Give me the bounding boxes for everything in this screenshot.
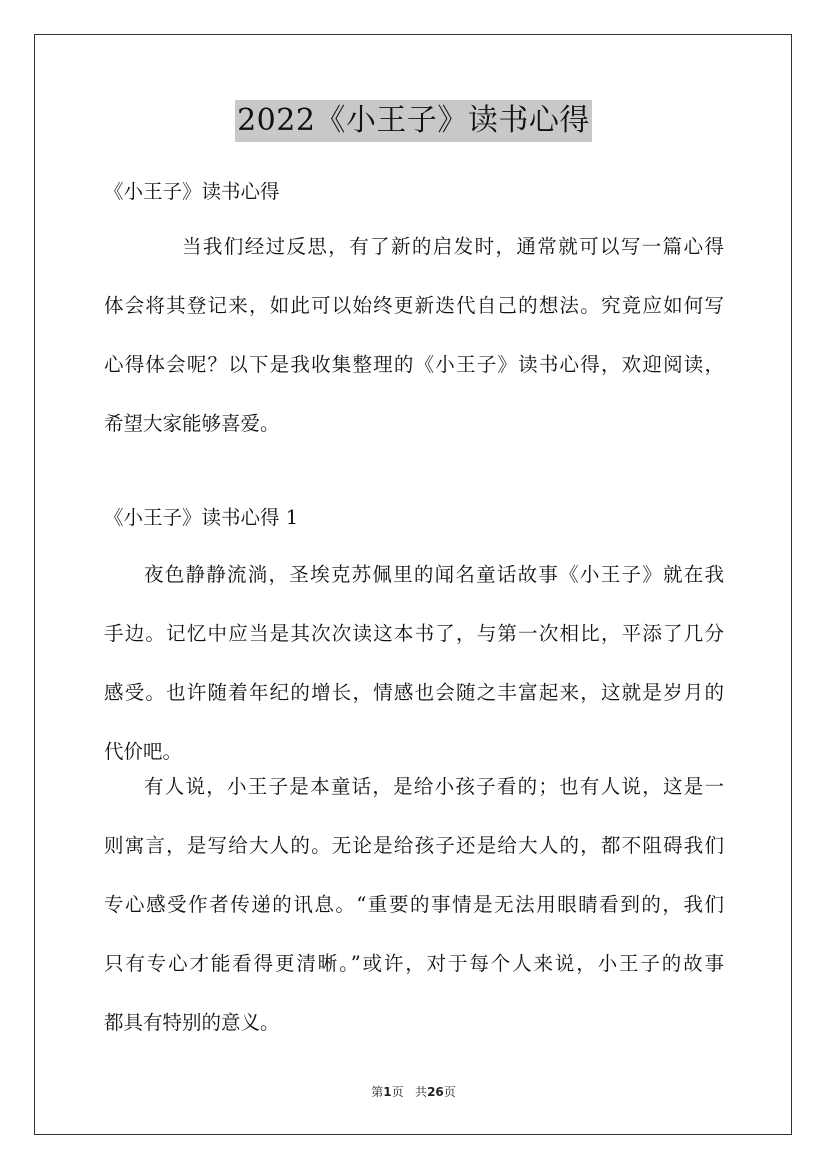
footer-total-prefix: 共 (415, 1085, 428, 1099)
section-heading-2 (104, 498, 724, 538)
para2-line-2: 则寓言，是写给大人的。无论是给孩子还是给大人的，都不阻碍我们 (104, 834, 724, 857)
para2-line-5: 都具有特别的意义。 (104, 1011, 280, 1034)
para2-line-3: 专心感受作者传递的讯息。“重要的事情是无法用眼睛看到的，我们 (104, 893, 724, 916)
para1-line-1: 夜色静静流淌，圣埃克苏佩里的闻名童话故事《小王子》就在我 (144, 563, 724, 586)
footer-page-number: 1 (383, 1085, 392, 1099)
footer-total-pages: 26 (427, 1085, 444, 1099)
para2-line-1: 有人说，小王子是本童话，是给小孩子看的；也有人说，这是一 (144, 775, 724, 798)
para1-line-3: 感受。也许随着年纪的增长，情感也会随之丰富起来，这就是岁月的 (104, 681, 724, 704)
document-title: 2022《小王子》读书心得 (235, 100, 592, 142)
intro-line-4: 希望大家能够喜爱。 (104, 412, 280, 435)
footer-page-prefix: 第 (371, 1085, 384, 1099)
paragraph-1 (104, 555, 724, 772)
intro-line-2: 体会将其登记来，如此可以始终更新迭代自己的想法。究竟应如何写 (104, 294, 724, 317)
title-wrap (0, 100, 827, 142)
intro-paragraph (104, 227, 724, 444)
intro-line-3: 心得体会呢？以下是我收集整理的《小王子》读书心得，欢迎阅读， (104, 353, 724, 376)
para1-line-4: 代价吧。 (104, 740, 183, 763)
footer-page-suffix: 页 (391, 1085, 404, 1099)
para2-line-4: 只有专心才能看得更清晰。”或许，对于每个人来说，小王子的故事 (104, 952, 724, 975)
heading-1-text: 《小王子》读书心得 (104, 180, 280, 203)
paragraph-2 (104, 767, 724, 1043)
page-footer (0, 1083, 827, 1100)
para1-line-2: 手边。记忆中应当是其次次读这本书了，与第一次相比，平添了几分 (104, 622, 724, 645)
section-heading-1 (104, 172, 724, 212)
heading-2-text: 《小王子》读书心得 1 (104, 506, 299, 529)
footer-total-suffix: 页 (443, 1085, 456, 1099)
intro-line-1: 当我们经过反思，有了新的启发时，通常就可以写一篇心得 (182, 235, 724, 258)
